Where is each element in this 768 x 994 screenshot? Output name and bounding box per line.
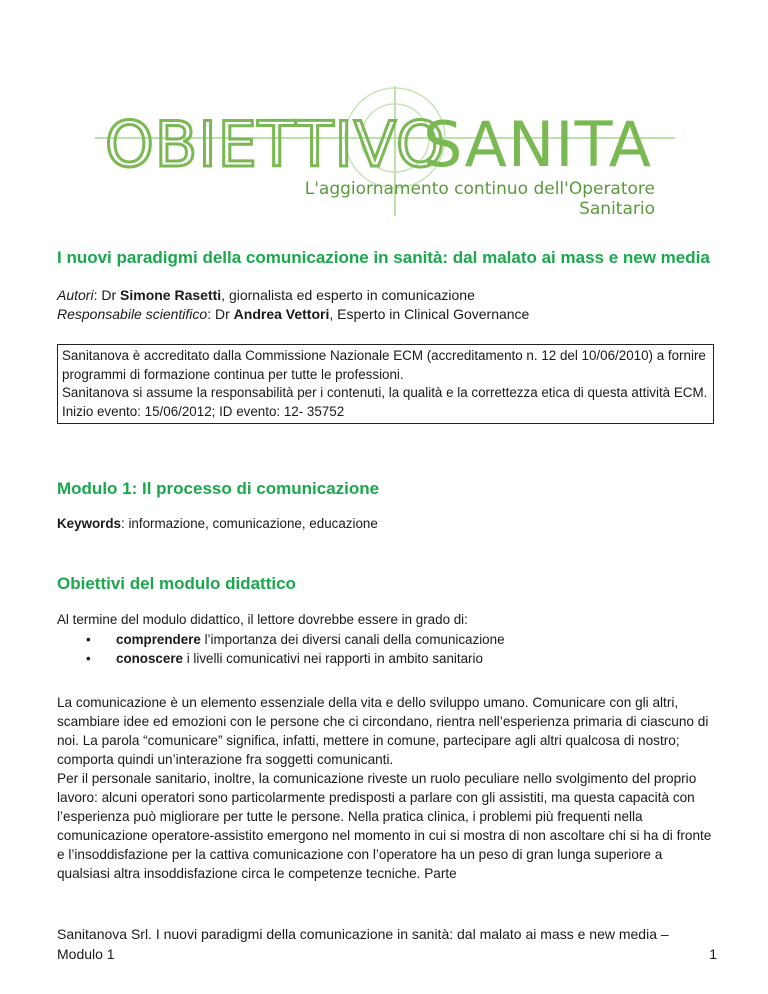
objective-text: l’importanza dei diversi canali della comunicazione [200, 632, 505, 647]
scientific-lead-line [57, 305, 737, 324]
objectives-list [86, 630, 505, 668]
author-name: Simone Rasetti [120, 287, 222, 303]
scientific-lead-desc: , Esperto in Clinical Governance [329, 306, 530, 322]
keywords-line [57, 516, 378, 531]
objective-keyword: conoscere [116, 651, 183, 666]
body-paragraph: Per il personale sanitario, inoltre, la comunicazione riveste un ruolo peculiare nello svolgimento del proprio lavoro: alcuni operatori sono particolarmente predisposti a parlare con gli assistiti, ma questa capacità con l’esperienza può migliorare per tutte le persone. Nella pratica clinica, i problemi più frequenti nella comunicazione operatore-assistito emergono nel momento in cui si mostra di non ascoltare chi si ha di fronte e l’insoddisfazione per la cattiva comunicazione con l’operatore ha un peso di gran lunga superiore a qualsiasi altra insoddisfazione circa le competenze tecniche. Parte [57, 771, 712, 881]
page-number: 1 [709, 946, 717, 962]
logo-wordmark [95, 110, 675, 180]
logo-word-sanita: SANITA [423, 108, 653, 181]
logo-word-obiettivo: OBIETTIVO [105, 108, 446, 181]
footer-module: Modulo 1 [57, 946, 115, 962]
ecm-line: Sanitanova è accreditato dalla Commissione Nazionale ECM (accreditamento n. 12 del 10/06/2010) a fornire programmi di formazione continua per tutte le professioni. [62, 348, 706, 382]
body-text [57, 693, 717, 883]
logo-tagline: L'aggiornamento continuo dell'Operatore Sanitario [304, 179, 655, 219]
author-line [57, 286, 737, 305]
obiettivo-sanita-logo [95, 86, 675, 219]
keywords-label: Keywords [57, 516, 121, 531]
objective-keyword: comprendere [116, 632, 201, 647]
list-item [86, 649, 505, 668]
objectives-heading: Obiettivi del modulo didattico [57, 574, 296, 593]
list-item [86, 630, 505, 649]
bullet-icon: • [86, 632, 91, 647]
author-role: Autori [57, 287, 94, 303]
author-desc: , giornalista ed esperto in comunicazione [221, 287, 475, 303]
body-paragraph: La comunicazione è un elemento essenziale della vita e dello sviluppo umano. Comunicare con gli altri, scambiare idee ed emozioni con le persone che ci circondano, rientra nell’esperienza primaria di ciascuno di noi. La parola “comunicare” significa, infatti, mettere in comune, partecipare agli altri qualcosa di nostro; comporta quindi un’interazione fra soggetti comunicanti. [57, 695, 709, 767]
footer-line: Sanitanova Srl. I nuovi paradigmi della comunicazione in sanità: dal malato ai mass e new media – [57, 926, 669, 942]
objective-text: i livelli comunicativi nei rapporti in ambito sanitario [183, 651, 483, 666]
ecm-accreditation-box [57, 344, 714, 424]
ecm-line: Inizio evento: 15/06/2012; ID evento: 12- 35752 [62, 403, 345, 419]
module-heading: Modulo 1: Il processo di comunicazione [57, 479, 380, 498]
scientific-lead-role: Responsabile scientifico [57, 306, 208, 322]
keywords-text: : informazione, comunicazione, educazione [121, 516, 378, 531]
footer-row [57, 944, 717, 964]
scientific-lead-name: Andrea Vettori [233, 306, 330, 322]
scientific-lead-prefix: : Dr [207, 306, 234, 322]
document-title: I nuovi paradigmi della comunicazione in sanità: dal malato ai mass e new media [57, 248, 710, 267]
objectives-intro: Al termine del modulo didattico, il lettore dovrebbe essere in grado di: [57, 612, 468, 627]
authors-block [57, 286, 737, 324]
bullet-icon: • [86, 651, 91, 666]
author-prefix: : Dr [93, 287, 121, 303]
ecm-line: Sanitanova si assume la responsabilità per i contenuti, la qualità e la correttezza etica di questa attività ECM. [62, 385, 708, 400]
page-footer [57, 924, 717, 964]
